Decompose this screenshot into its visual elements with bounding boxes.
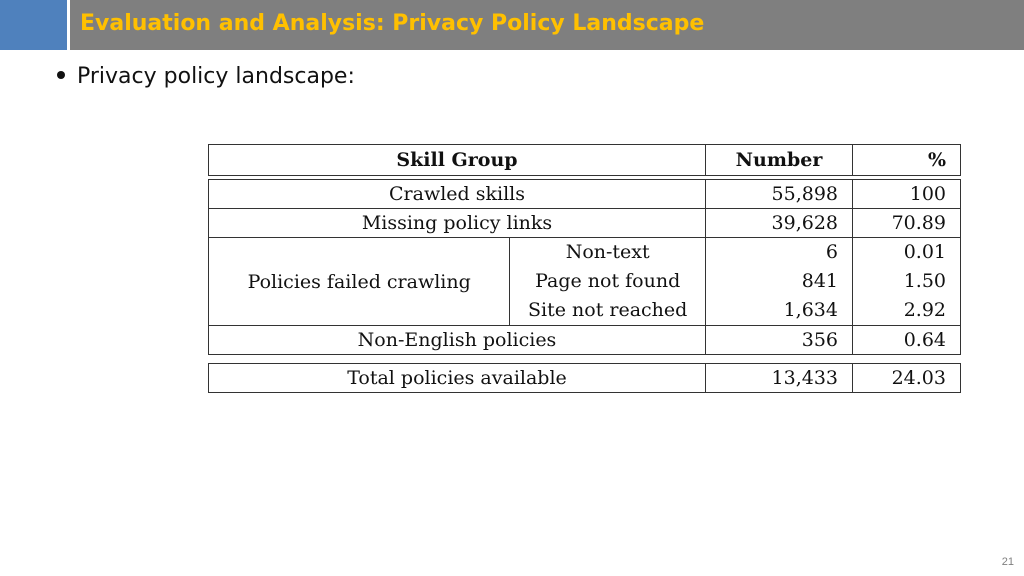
header-skill-group: Skill Group bbox=[209, 145, 706, 176]
title-accent-block bbox=[0, 0, 67, 50]
row-label: Non-English policies bbox=[209, 326, 706, 355]
row-label: Missing policy links bbox=[209, 209, 706, 238]
header-percent: % bbox=[853, 145, 961, 176]
row-percent: 70.89 bbox=[853, 209, 961, 238]
bullet-dot-icon bbox=[57, 71, 65, 79]
table-row-missing bbox=[209, 209, 961, 238]
row-label: Total policies available bbox=[209, 364, 706, 393]
row-number: 55,898 bbox=[706, 180, 853, 209]
row-label: Crawled skills bbox=[209, 180, 706, 209]
row-number: 13,433 bbox=[706, 364, 853, 393]
title-bar bbox=[70, 0, 1024, 50]
header-number: Number bbox=[706, 145, 853, 176]
failed-numbers bbox=[706, 238, 853, 326]
row-percent: 0.64 bbox=[853, 326, 961, 355]
table-row-non-english bbox=[209, 326, 961, 355]
sublabel-page-not-found: Page not found bbox=[535, 270, 681, 292]
table-header bbox=[208, 144, 961, 176]
percent-site-not-reached: 2.92 bbox=[903, 299, 946, 321]
slide-title: Evaluation and Analysis: Privacy Policy Landscape bbox=[80, 11, 705, 36]
table-row-total bbox=[209, 364, 961, 393]
sublabel-site-not-reached: Site not reached bbox=[528, 299, 688, 321]
row-percent: 100 bbox=[853, 180, 961, 209]
row-number: 39,628 bbox=[706, 209, 853, 238]
row-percent: 24.03 bbox=[853, 364, 961, 393]
percent-page-not-found: 1.50 bbox=[903, 270, 946, 292]
sublabel-non-text: Non-text bbox=[565, 241, 650, 263]
number-non-text: 6 bbox=[825, 241, 838, 263]
failed-percents bbox=[853, 238, 961, 326]
page-number: 21 bbox=[1001, 556, 1014, 568]
percent-non-text: 0.01 bbox=[903, 241, 946, 263]
failed-group-label: Policies failed crawling bbox=[209, 238, 510, 326]
bullet-text: Privacy policy landscape: bbox=[77, 64, 355, 89]
table-body bbox=[208, 179, 961, 355]
bullet-item bbox=[57, 64, 355, 89]
table-total bbox=[208, 363, 961, 393]
row-number: 356 bbox=[706, 326, 853, 355]
number-site-not-reached: 1,634 bbox=[783, 299, 838, 321]
table-header-row bbox=[209, 145, 961, 176]
table-row-failed bbox=[209, 238, 961, 326]
number-page-not-found: 841 bbox=[801, 270, 838, 292]
failed-sublabels bbox=[510, 238, 706, 326]
table-row-crawled bbox=[209, 180, 961, 209]
